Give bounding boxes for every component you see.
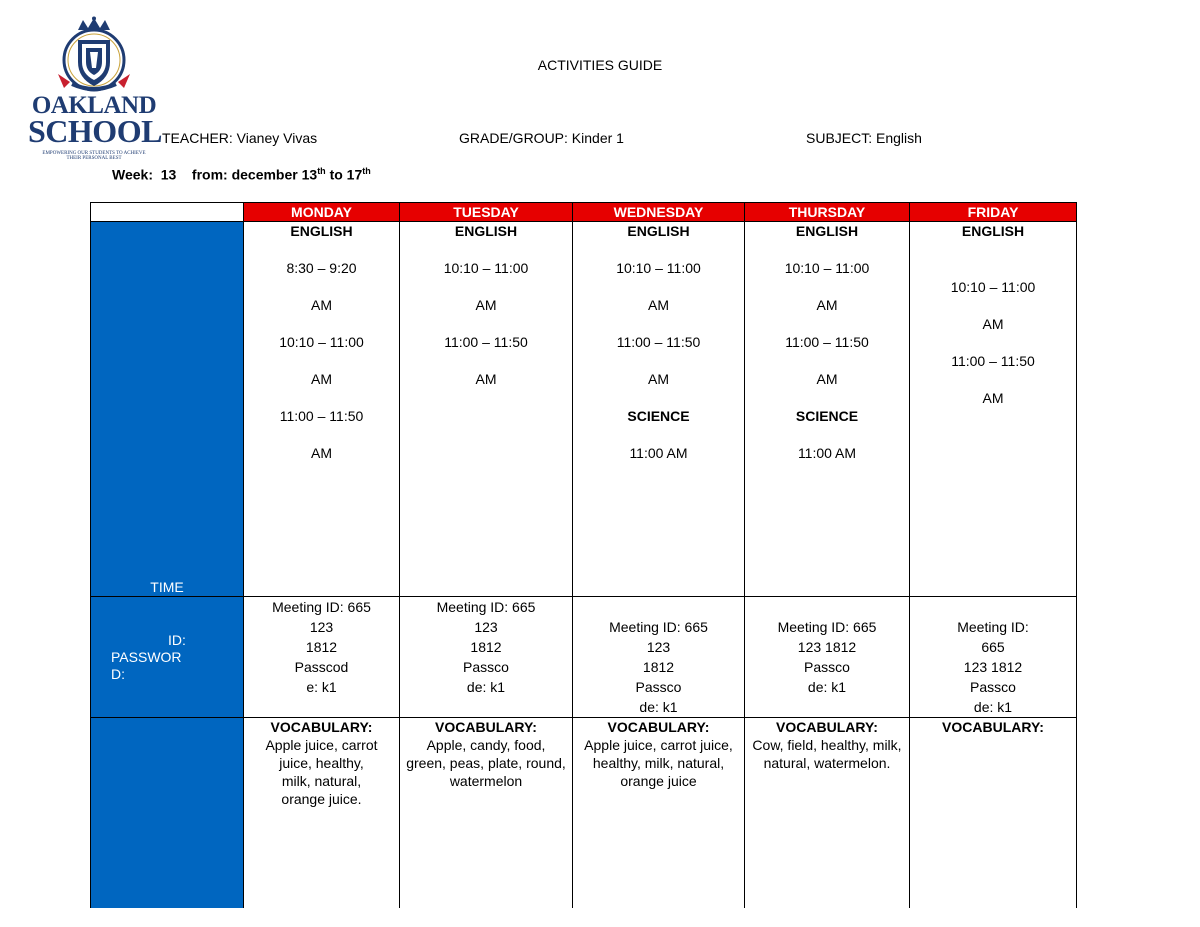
- vocabulary-text: Apple juice, carrot juice, healthy, milk, natural, orange juice.: [265, 737, 378, 807]
- id-line: de: k1: [639, 699, 678, 715]
- document-title: ACTIVITIES GUIDE: [537, 57, 663, 73]
- week-to: to 17: [325, 166, 363, 183]
- id-password-row: [91, 597, 1077, 718]
- vocabulary-title: VOCABULARY:: [607, 719, 710, 735]
- vocabulary-title: VOCABULARY:: [776, 719, 878, 735]
- vocab-cell-tuesday: [400, 718, 573, 909]
- time-slot: 10:10 – 11:00: [616, 260, 701, 276]
- time-slot: 11:00 – 11:50: [785, 334, 869, 350]
- time-slot: AM: [311, 297, 332, 313]
- time-slot: AM: [648, 371, 669, 387]
- id-line: Passcod: [294, 659, 349, 675]
- time-cell-tuesday: [400, 222, 573, 597]
- id-line: Passco: [635, 679, 682, 695]
- time-cell-friday: [910, 222, 1077, 597]
- time-row: [91, 222, 1077, 597]
- time-slot: 10:10 – 11:00: [279, 334, 364, 350]
- time-slot: AM: [816, 371, 838, 387]
- day-header: THURSDAY: [745, 203, 910, 222]
- subject-field: SUBJECT: English: [806, 130, 922, 146]
- id-line: Meeting ID:: [957, 619, 1029, 635]
- teacher-field: TEACHER: Vianey Vivas: [162, 130, 318, 146]
- id-line: de: k1: [973, 699, 1013, 715]
- time-slot: 10:10 – 11:00: [443, 260, 529, 276]
- vocab-cell-thursday: [745, 718, 910, 909]
- subject-label: SCIENCE: [627, 408, 690, 424]
- time-slot: 11:00 AM: [797, 445, 857, 461]
- id-line: 1812: [305, 639, 338, 655]
- school-logo: [28, 16, 162, 161]
- subject-label: ENGLISH: [961, 223, 1025, 239]
- vocab-cell-monday: [244, 718, 400, 909]
- time-slot: 10:10 – 11:00: [784, 260, 870, 276]
- id-cell-monday: [244, 597, 400, 718]
- day-header: WEDNESDAY: [573, 203, 745, 222]
- id-line: Passco: [970, 679, 1016, 695]
- corner-cell: [91, 203, 244, 222]
- week-number: 13: [160, 166, 177, 183]
- day-header: TUESDAY: [400, 203, 573, 222]
- id-cell-thursday: [745, 597, 910, 718]
- week-from-sup: th: [317, 166, 326, 176]
- logo-word-oakland: OAKLAND: [31, 92, 157, 119]
- day-header: FRIDAY: [910, 203, 1077, 222]
- time-slot: 11:00 AM: [629, 445, 688, 461]
- time-slot: 10:10 – 11:00: [950, 279, 1036, 295]
- time-label-cell: [91, 222, 244, 597]
- id-line: de: k1: [466, 679, 506, 695]
- vocab-cell-wednesday: [573, 718, 745, 909]
- logo-motto: EMPOWERING OUR STUDENTS TO ACHIEVE THEIR PERSONAL BEST: [42, 151, 146, 161]
- subject-label: ENGLISH: [290, 223, 353, 239]
- time-slot: 11:00 – 11:50: [616, 334, 701, 350]
- time-slot: AM: [475, 371, 497, 387]
- vocabulary-text: Apple juice, carrot juice, healthy, milk, natural, orange juice: [584, 737, 733, 789]
- id-password-label-cell: [91, 597, 244, 718]
- id-line: 123: [309, 619, 334, 635]
- vocabulary-title: VOCABULARY:: [435, 719, 537, 735]
- id-cell-tuesday: [400, 597, 573, 718]
- time-slot: 8:30 – 9:20: [286, 260, 357, 276]
- time-label: TIME: [150, 579, 184, 595]
- id-cell-friday: [910, 597, 1077, 718]
- time-slot: 11:00 – 11:50: [279, 408, 364, 424]
- id-line: 1812: [642, 659, 675, 675]
- id-line: 123: [646, 639, 671, 655]
- id-label-line: ID:: [168, 631, 186, 648]
- vocabulary-row: [91, 718, 1077, 909]
- week-label: Week:: [112, 166, 153, 183]
- vocabulary-label-cell: [91, 718, 244, 909]
- vocab-cell-friday: [910, 718, 1077, 909]
- grade-group-field: GRADE/GROUP: Kinder 1: [459, 130, 624, 146]
- time-slot: 11:00 – 11:50: [951, 353, 1035, 369]
- id-line: Passco: [804, 659, 850, 675]
- subject-label: ENGLISH: [795, 223, 859, 239]
- school-crest-icon: [28, 16, 160, 96]
- day-header-row: [91, 203, 1077, 222]
- id-line: 123: [474, 619, 498, 635]
- week-to-sup: th: [362, 166, 371, 176]
- id-label-line: PASSWOR: [111, 648, 182, 665]
- time-cell-monday: [244, 222, 400, 597]
- id-label-line: D:: [111, 665, 125, 682]
- vocabulary-text: Cow, field, healthy, milk, natural, watermelon.: [752, 737, 902, 771]
- time-slot: AM: [816, 297, 838, 313]
- vocabulary-text: Apple, candy, food, green, peas, plate, round, watermelon: [406, 737, 566, 789]
- subject-label: ENGLISH: [627, 223, 690, 239]
- schedule-table: [90, 202, 1077, 908]
- subject-label: SCIENCE: [795, 408, 859, 424]
- time-slot: 11:00 – 11:50: [444, 334, 528, 350]
- id-line: 123 1812: [963, 659, 1023, 675]
- id-line: 123 1812: [797, 639, 857, 655]
- time-slot: AM: [475, 297, 497, 313]
- subject-label: ENGLISH: [454, 223, 518, 239]
- id-line: Meeting ID: 665: [609, 619, 708, 635]
- time-cell-wednesday: [573, 222, 745, 597]
- id-line: Meeting ID: 665: [777, 619, 877, 635]
- id-line: Meeting ID: 665: [272, 599, 371, 615]
- time-slot: AM: [982, 390, 1004, 406]
- id-line: 1812: [470, 639, 502, 655]
- time-slot: AM: [311, 445, 332, 461]
- vocabulary-title: VOCABULARY:: [270, 719, 373, 735]
- time-slot: AM: [648, 297, 669, 313]
- logo-word-school: SCHOOL: [28, 113, 162, 149]
- id-line: e: k1: [306, 679, 337, 695]
- week-from: from: december 13: [191, 166, 318, 183]
- id-line: Passco: [463, 659, 509, 675]
- id-line: de: k1: [807, 679, 847, 695]
- time-slot: AM: [311, 371, 332, 387]
- id-line: Meeting ID: 665: [436, 599, 536, 615]
- week-line: [112, 166, 371, 183]
- time-slot: AM: [982, 316, 1004, 332]
- day-header: MONDAY: [244, 203, 400, 222]
- time-cell-thursday: [745, 222, 910, 597]
- vocabulary-title: VOCABULARY:: [942, 719, 1044, 735]
- id-cell-wednesday: [573, 597, 745, 718]
- id-line: 665: [981, 639, 1005, 655]
